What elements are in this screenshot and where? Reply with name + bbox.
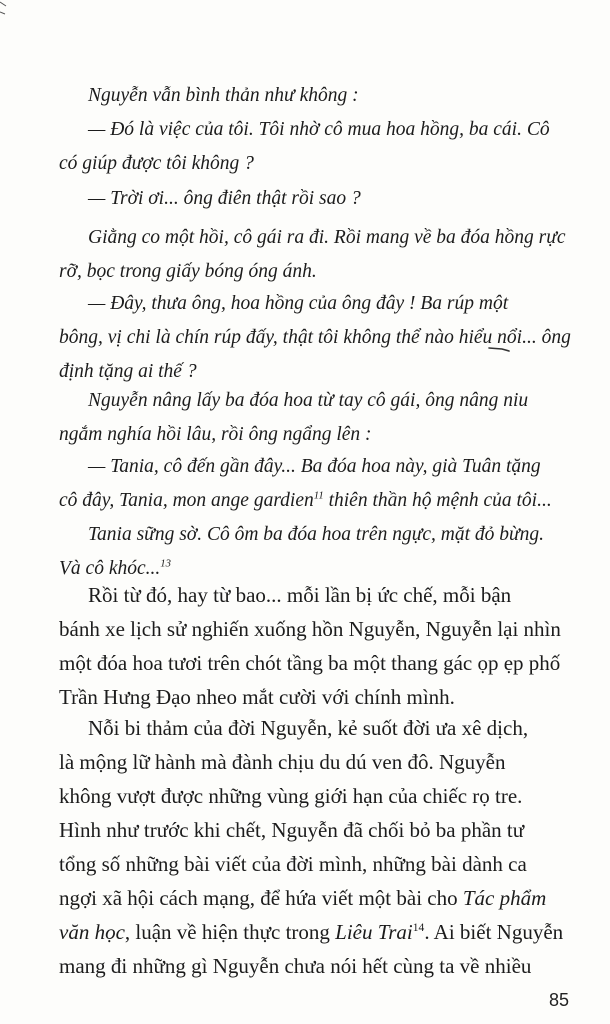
text-line	[59, 915, 571, 949]
book-title: văn học	[59, 920, 125, 944]
book-title: Liêu Trai	[335, 920, 413, 944]
text-line: Giằng co một hồi, cô gái ra đi. Rồi mang về ba đóa hồng rực	[88, 227, 566, 248]
paragraph-6	[59, 384, 571, 452]
text-line: — Trời ơi... ông điên thật rồi sao ?	[88, 188, 361, 209]
text-line: Hình như trước khi chết, Nguyễn đã chối bỏ ba phần tư	[59, 818, 525, 842]
paragraph-2	[59, 113, 571, 181]
pen-mark	[488, 346, 510, 352]
text-line: — Đó là việc của tôi. Tôi nhờ cô mua hoa hồng, ba cái. Cô	[88, 119, 550, 140]
text-line: một đóa hoa tươi trên chót tầng ba một thang gác ọp ẹp phố	[59, 651, 561, 675]
text-line: Rồi từ đó, hay từ bao... mỗi lần bị ức chế, mỗi bận	[88, 583, 512, 607]
text-line: Nỗi bi thảm của đời Nguyễn, kẻ suốt đời ưa xê dịch,	[88, 716, 529, 740]
text-line: — Tania, cô đến gần đây... Ba đóa hoa này, già Tuân tặng	[88, 456, 541, 477]
text-line: Trần Hưng Đạo nheo mắt cười với chính mình.	[59, 685, 455, 709]
paragraph-5	[59, 287, 571, 389]
text-line: tổng số những bài viết của đời mình, những bài dành ca	[59, 852, 527, 876]
text-line: — Đây, thưa ông, hoa hồng của ông đây ! Ba rúp một	[88, 293, 509, 314]
paragraph-9	[59, 578, 571, 714]
text-line: ngắm nghía hồi lâu, rồi ông ngẩng lên :	[59, 424, 372, 445]
paragraph-10	[59, 711, 571, 983]
footnote-ref: 14	[412, 922, 425, 934]
text-line: có giúp được tôi không ?	[59, 153, 254, 174]
paragraph-1	[59, 79, 600, 113]
text-line	[59, 484, 571, 518]
text-fragment: cô đây, Tania, mon ange gardien	[59, 490, 314, 511]
text-fragment: Và cô khóc...	[59, 558, 161, 579]
text-line: bánh xe lịch sử nghiến xuống hồn Nguyễn, Nguyễn lại nhìn	[59, 617, 561, 641]
text-line: Nguyễn nâng lấy ba đóa hoa từ tay cô gái, ông nâng niu	[88, 390, 529, 411]
page-number: 85	[548, 990, 569, 1010]
text-fragment: ngợi xã hội cách mạng, để hứa viết một bài cho	[59, 886, 463, 910]
paragraph-7	[59, 450, 571, 518]
page-edge-mark	[0, 0, 8, 30]
text-line: mang đi những gì Nguyễn chưa nói hết cùng ta về nhiều	[59, 954, 532, 978]
text-line	[59, 881, 571, 915]
text-line: rỡ, bọc trong giấy bóng óng ánh.	[59, 261, 317, 282]
text-line: không vượt được những vùng giới hạn của chiếc rọ tre.	[59, 784, 523, 808]
footnote-ref: 11	[313, 489, 324, 502]
text-line: Tania sững sờ. Cô ôm ba đóa hoa trên ngực, mặt đỏ bừng.	[88, 524, 544, 545]
book-title: Tác phẩm	[462, 886, 547, 910]
paragraph-3	[59, 182, 600, 216]
text-line: là mộng lữ hành mà đành chịu du dú ven đô. Nguyễn	[59, 750, 506, 774]
text-fragment: , luận về hiện thực trong	[124, 920, 336, 944]
text-fragment: . Ai biết Nguyễn	[424, 920, 564, 944]
text-line: định tặng ai thế ?	[59, 361, 197, 382]
paragraph-4	[59, 221, 571, 289]
text-line: bông, vị chi là chín rúp đấy, thật tôi không thể nào hiểu nổi... ông	[59, 327, 571, 348]
footnote-ref: 13	[160, 557, 171, 570]
paragraph-8	[59, 518, 571, 586]
text-line: Nguyễn vẫn bình thản như không :	[88, 85, 359, 106]
text-fragment: thiên thần hộ mệnh của tôi...	[328, 490, 552, 511]
